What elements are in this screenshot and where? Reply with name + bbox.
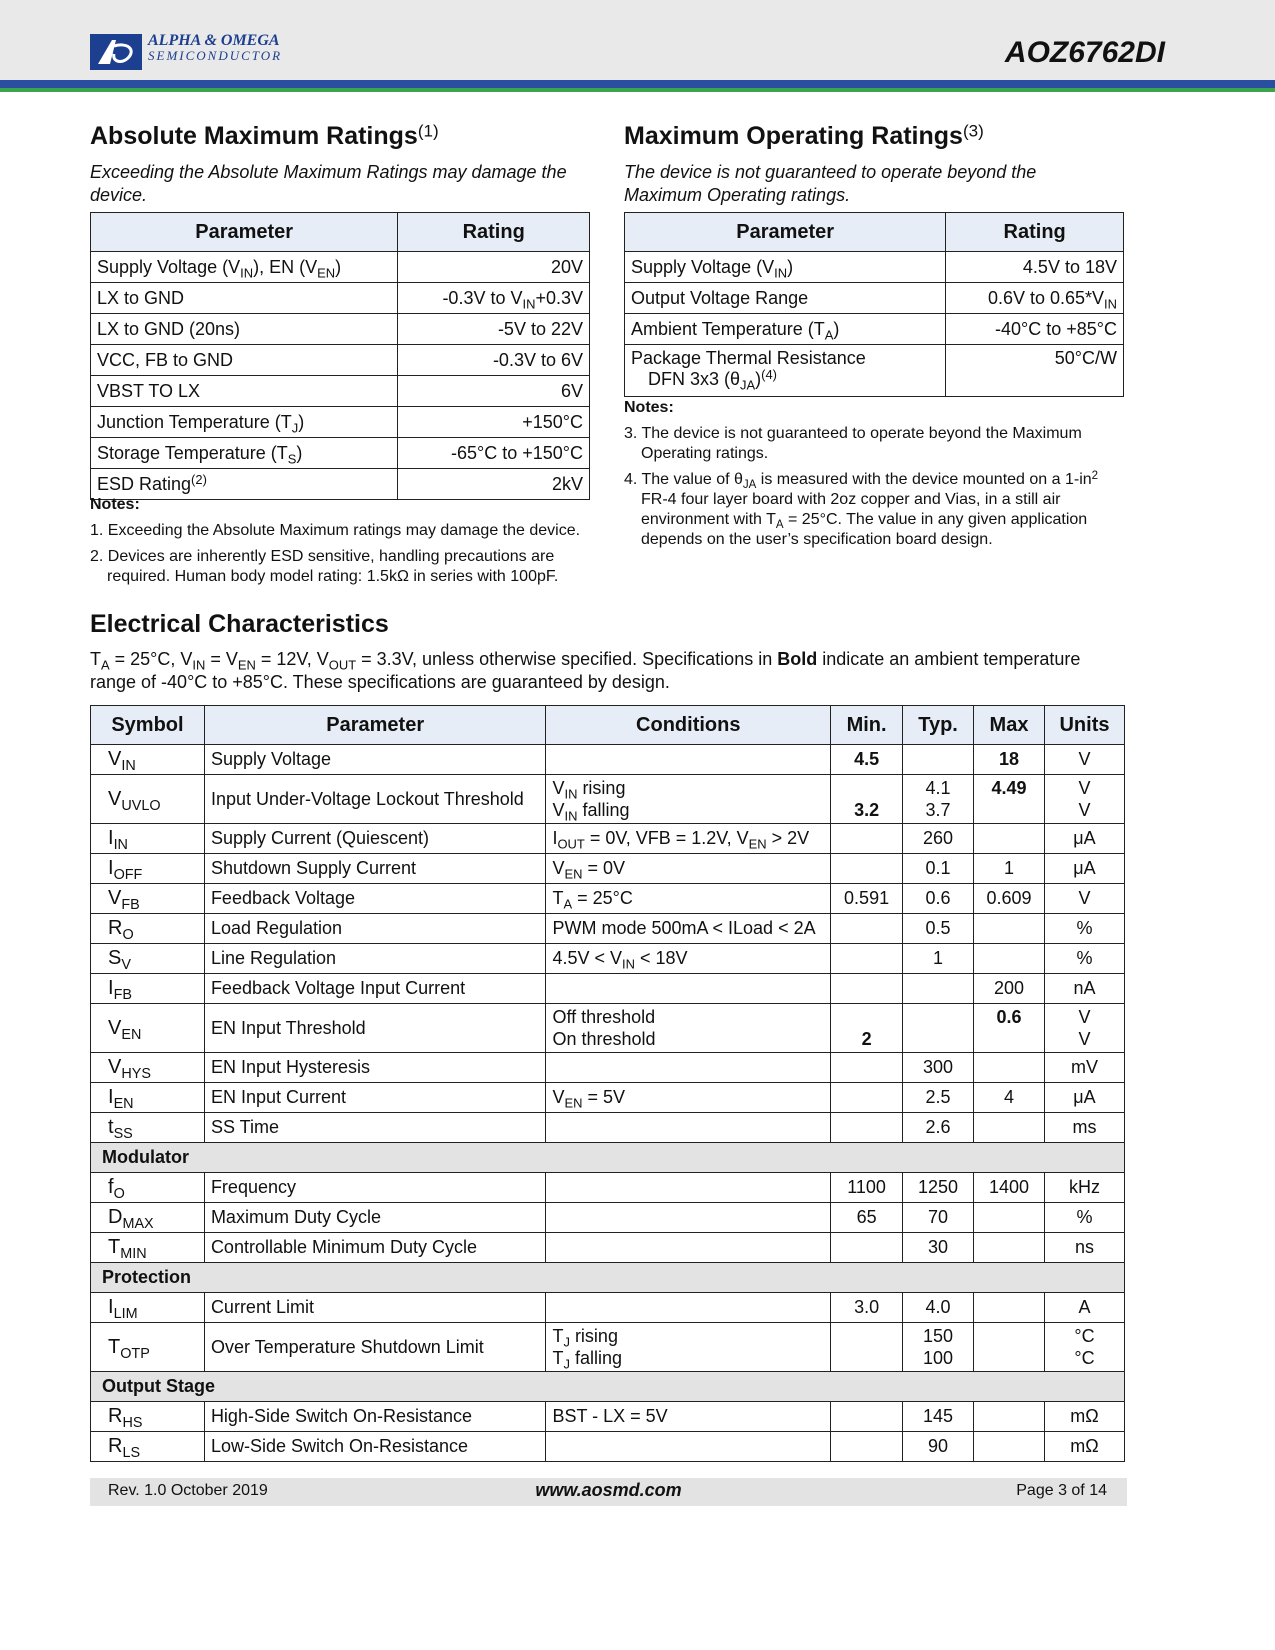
param-cell: Maximum Duty Cycle [204,1203,546,1233]
min-cell: 1100 [831,1173,903,1203]
cond-cell: $4.5V < V_{IN} < 18V$ [546,944,831,974]
table-row [91,283,590,314]
cond-cell [546,1293,831,1323]
unit-cell: μA [1044,824,1124,854]
min-cell [831,914,903,944]
section-row-modulator [91,1143,1125,1173]
table-row [91,914,1125,944]
param-cell: Frequency [204,1173,546,1203]
notes-title: Notes: [624,399,674,416]
max-cell [974,914,1045,944]
param-cell: Junction Temperature $(T_J)$ [91,407,398,438]
rating-cell: 20V [398,252,590,283]
param-cell: Ambient Temperature $(T_A)$ [625,314,946,345]
unit-cell: % [1044,914,1124,944]
min-cell [831,1323,903,1372]
min-cell: 65 [831,1203,903,1233]
section-label: Modulator [91,1143,1125,1173]
param-cell: Supply Voltage $(V_{IN})$ [625,252,946,283]
param-cell: Line Regulation [204,944,546,974]
page-number: Page 3 of 14 [1016,1482,1107,1499]
unit-cell: mΩ [1044,1402,1124,1432]
unit-cell: ns [1044,1233,1124,1263]
max-cell: 1400 [974,1173,1045,1203]
param-cell: Feedback Voltage [204,884,546,914]
typ-cell: 0.5 [903,914,974,944]
symbol-cell: $I_{LIM}$ [91,1293,205,1323]
param-cell: LX to GND (20ns) [91,314,398,345]
typ-cell: 0.1 [903,854,974,884]
table-row [91,1004,1125,1053]
table-row [91,376,590,407]
col-header-rating: Rating [398,213,590,252]
symbol-cell: $D_{MAX}$ [91,1203,205,1233]
param-cell: Supply Current (Quiescent) [204,824,546,854]
rating-cell: 2kV [398,469,590,500]
max-op-title: Maximum Operating Ratings$^{(3)}$ [624,121,984,150]
unit-cell: % [1044,1203,1124,1233]
col-header-conditions: Conditions [546,706,831,745]
table-row [91,252,590,283]
symbol-cell: $f_O$ [91,1173,205,1203]
max-cell [974,1233,1045,1263]
cond-cell: $T_J$ rising $T_J$ falling [546,1323,831,1372]
rating-cell: -0.3V to 6V [398,345,590,376]
typ-cell: 0.6 [903,884,974,914]
rating-cell: -0.3V to $V_{IN}+0.3V$ [398,283,590,314]
symbol-cell: $R_{HS}$ [91,1402,205,1432]
unit-cell: V V [1044,1004,1124,1053]
cond-cell: $V_{IN}$ rising $V_{IN}$ falling [546,775,831,824]
col-header-symbol: Symbol [91,706,205,745]
cond-cell [546,1173,831,1203]
table-row [91,775,1125,824]
typ-cell: 70 [903,1203,974,1233]
company-logo-icon [90,34,142,70]
abs-max-table [90,212,590,500]
website-link[interactable]: www.aosmd.com [535,1480,682,1500]
unit-cell: kHz [1044,1173,1124,1203]
max-cell [974,1402,1045,1432]
unit-cell: V [1044,745,1124,775]
ec-conditions: $T_A = 25^\circ C$, $V_{IN} = V_{EN} = 12V$, $V_{OUT} = 3.3V$, unless otherwise specified. Specifications in Bold indicate an ambient temperature range of -40°C to +85°C. These specifications are guaranteed by design. [90,649,1081,692]
param-cell: LX to GND [91,283,398,314]
unit-cell: mV [1044,1053,1124,1083]
note-2: 2. Devices are inherently ESD sensitive, handling precautions are required. Human body model rating: 1.5kΩ in series with 100pF. [90,548,559,585]
max-cell: 4.49 [974,775,1045,824]
symbol-cell: $V_{HYS}$ [91,1053,205,1083]
ec-table [90,705,1125,1462]
note-1: 1. Exceeding the Absolute Maximum ratings may damage the device. [90,522,581,539]
param-cell: ESD Rating$^{(2)}$ [91,469,398,500]
unit-cell: ms [1044,1113,1124,1143]
unit-cell: mΩ [1044,1432,1124,1462]
table-row [91,1293,1125,1323]
max-cell: 1 [974,854,1045,884]
section-label: Output Stage [91,1372,1125,1402]
typ-cell: 2.5 [903,1083,974,1113]
typ-cell: 145 [903,1402,974,1432]
min-cell [831,854,903,884]
table-row [91,884,1125,914]
symbol-cell: $S_V$ [91,944,205,974]
table-row [91,854,1125,884]
param-cell: Package Thermal Resistance DFN 3x3 $(\theta_{JA})^{(4)}$ [625,345,946,397]
param-cell: EN Input Current [204,1083,546,1113]
note-3: 3. The device is not guaranteed to operate beyond the Maximum Operating ratings. [624,425,1082,462]
param-cell: Storage Temperature $(T_S)$ [91,438,398,469]
min-cell: 4.5 [831,745,903,775]
symbol-cell: $I_{OFF}$ [91,854,205,884]
cond-cell [546,745,831,775]
table-row [91,1402,1125,1432]
symbol-cell: $I_{FB}$ [91,974,205,1004]
cond-cell [546,1203,831,1233]
typ-cell [903,974,974,1004]
col-header-parameter: Parameter [625,213,946,252]
typ-cell: 260 [903,824,974,854]
cond-cell [546,974,831,1004]
max-cell: 0.609 [974,884,1045,914]
table-row [91,1053,1125,1083]
rating-cell: -5V to 22V [398,314,590,345]
param-cell: Over Temperature Shutdown Limit [204,1323,546,1372]
cond-cell: $V_{EN} = 5V$ [546,1083,831,1113]
table-row [91,314,590,345]
cond-cell [546,1432,831,1462]
min-cell: 3.2 [831,775,903,824]
symbol-cell: $V_{EN}$ [91,1004,205,1053]
min-cell [831,1402,903,1432]
table-row [91,438,590,469]
unit-cell: % [1044,944,1124,974]
max-cell [974,1432,1045,1462]
unit-cell: V [1044,884,1124,914]
table-row [91,1173,1125,1203]
param-cell: EN Input Threshold [204,1004,546,1053]
typ-cell: 4.0 [903,1293,974,1323]
max-cell: 200 [974,974,1045,1004]
unit-cell: nA [1044,974,1124,1004]
param-cell: Output Voltage Range [625,283,946,314]
typ-cell: 300 [903,1053,974,1083]
min-cell: 2 [831,1004,903,1053]
company-name: ALPHA & OMEGA SEMICONDUCTOR [148,32,283,63]
unit-cell: A [1044,1293,1124,1323]
param-cell: SS Time [204,1113,546,1143]
cond-cell [546,1233,831,1263]
max-cell [974,1323,1045,1372]
symbol-cell: $R_{LS}$ [91,1432,205,1462]
param-cell: Load Regulation [204,914,546,944]
table-row [625,314,1124,345]
symbol-cell: $V_{FB}$ [91,884,205,914]
cond-cell: $T_A = 25^\circ C$ [546,884,831,914]
max-cell [974,824,1045,854]
page-footer [90,1478,1127,1506]
section-label: Protection [91,1263,1125,1293]
max-cell [974,1293,1045,1323]
table-row [625,252,1124,283]
note-4: 4. The value of $\theta_{JA}$ is measured with the device mounted on a $1-in^2$ FR-4 four layer board with 2oz copper and Vias, in a still air environment with $T_A = 25^\circ C$. The value in any given application depends on the user’s specification board design. [624,469,1099,548]
table-row [91,974,1125,1004]
min-cell [831,824,903,854]
cond-cell: PWM mode 500mA < ILoad < 2A [546,914,831,944]
param-cell: Feedback Voltage Input Current [204,974,546,1004]
cond-cell: BST - LX = 5V [546,1402,831,1432]
rating-cell: -40°C to +85°C [946,314,1124,345]
max-cell [974,1113,1045,1143]
param-cell: Supply Voltage $(V_{IN})$, EN $(V_{EN})$ [91,252,398,283]
rating-cell: 6V [398,376,590,407]
unit-cell: μA [1044,1083,1124,1113]
table-row [625,283,1124,314]
rating-cell: 50°C/W [946,345,1124,397]
cond-cell: $V_{EN} = 0V$ [546,854,831,884]
unit-cell: °C °C [1044,1323,1124,1372]
max-cell: 0.6 [974,1004,1045,1053]
section-row-output-stage [91,1372,1125,1402]
min-cell [831,1432,903,1462]
cond-cell: Off threshold On threshold [546,1004,831,1053]
min-cell: 0.591 [831,884,903,914]
param-cell: VBST TO LX [91,376,398,407]
table-row [91,944,1125,974]
max-cell: 18 [974,745,1045,775]
header-stripe-blue [0,80,1275,88]
max-op-notes [624,398,1124,556]
param-cell: VCC, FB to GND [91,345,398,376]
symbol-cell: $I_{IN}$ [91,824,205,854]
param-cell: Supply Voltage [204,745,546,775]
cond-cell [546,1053,831,1083]
table-row [91,1203,1125,1233]
table-row [91,1113,1125,1143]
min-cell [831,944,903,974]
param-cell: Low-Side Switch On-Resistance [204,1432,546,1462]
symbol-cell: $V_{IN}$ [91,745,205,775]
param-cell: EN Input Hysteresis [204,1053,546,1083]
table-row [91,345,590,376]
max-cell: 4 [974,1083,1045,1113]
cond-cell [546,1113,831,1143]
symbol-cell: $T_{MIN}$ [91,1233,205,1263]
rating-cell: -65°C to +150°C [398,438,590,469]
min-cell: 3.0 [831,1293,903,1323]
table-header-row [625,213,1124,252]
unit-cell: μA [1044,854,1124,884]
table-row [625,345,1124,397]
section-row-protection [91,1263,1125,1293]
typ-cell: 1 [903,944,974,974]
max-cell [974,944,1045,974]
param-cell: Input Under-Voltage Lockout Threshold [204,775,546,824]
abs-max-title: Absolute Maximum Ratings$^{(1)}$ [90,121,439,150]
typ-cell [903,1004,974,1053]
ec-title: Electrical Characteristics [90,610,389,638]
min-cell [831,1053,903,1083]
param-cell: High-Side Switch On-Resistance [204,1402,546,1432]
typ-cell: 90 [903,1432,974,1462]
col-header-max: Max [974,706,1045,745]
param-cell: Shutdown Supply Current [204,854,546,884]
symbol-cell: $t_{SS}$ [91,1113,205,1143]
min-cell [831,1083,903,1113]
part-number: AOZ6762DI [1004,36,1165,69]
min-cell [831,1113,903,1143]
typ-cell: 2.6 [903,1113,974,1143]
table-header-row [91,706,1125,745]
col-header-parameter: Parameter [91,213,398,252]
col-header-units: Units [1044,706,1124,745]
table-row [91,824,1125,854]
col-header-parameter: Parameter [204,706,546,745]
abs-max-intro: Exceeding the Absolute Maximum Ratings may damage the device. [90,162,567,205]
symbol-cell: $I_{EN}$ [91,1083,205,1113]
abs-max-notes [90,495,585,593]
typ-cell: 4.1 3.7 [903,775,974,824]
table-row [91,1233,1125,1263]
cond-cell: $I_{OUT} = 0V$, VFB = 1.2V, $V_{EN} > 2V$ [546,824,831,854]
typ-cell [903,745,974,775]
typ-cell: 30 [903,1233,974,1263]
param-cell: Controllable Minimum Duty Cycle [204,1233,546,1263]
col-header-min: Min. [831,706,903,745]
notes-title: Notes: [90,496,140,513]
min-cell [831,974,903,1004]
rating-cell: 0.6V to $0.65*V_{IN}$ [946,283,1124,314]
rating-cell: 4.5V to 18V [946,252,1124,283]
table-row [91,1083,1125,1113]
symbol-cell: $R_O$ [91,914,205,944]
header-stripe-green [0,88,1275,92]
table-row [91,407,590,438]
table-row [91,1432,1125,1462]
typ-cell: 150 100 [903,1323,974,1372]
typ-cell: 1250 [903,1173,974,1203]
revision-text: Rev. 1.0 October 2019 [108,1482,268,1499]
table-row [91,745,1125,775]
param-cell: Current Limit [204,1293,546,1323]
max-op-intro: The device is not guaranteed to operate beyond the Maximum Operating ratings. [624,162,1037,205]
symbol-cell: $V_{UVLO}$ [91,775,205,824]
max-op-table [624,212,1124,397]
page-header [0,0,1275,80]
col-header-typ: Typ. [903,706,974,745]
min-cell [831,1233,903,1263]
max-cell [974,1203,1045,1233]
rating-cell: +150°C [398,407,590,438]
max-cell [974,1053,1045,1083]
table-header-row [91,213,590,252]
col-header-rating: Rating [946,213,1124,252]
table-row [91,1323,1125,1372]
unit-cell: V V [1044,775,1124,824]
symbol-cell: $T_{OTP}$ [91,1323,205,1372]
